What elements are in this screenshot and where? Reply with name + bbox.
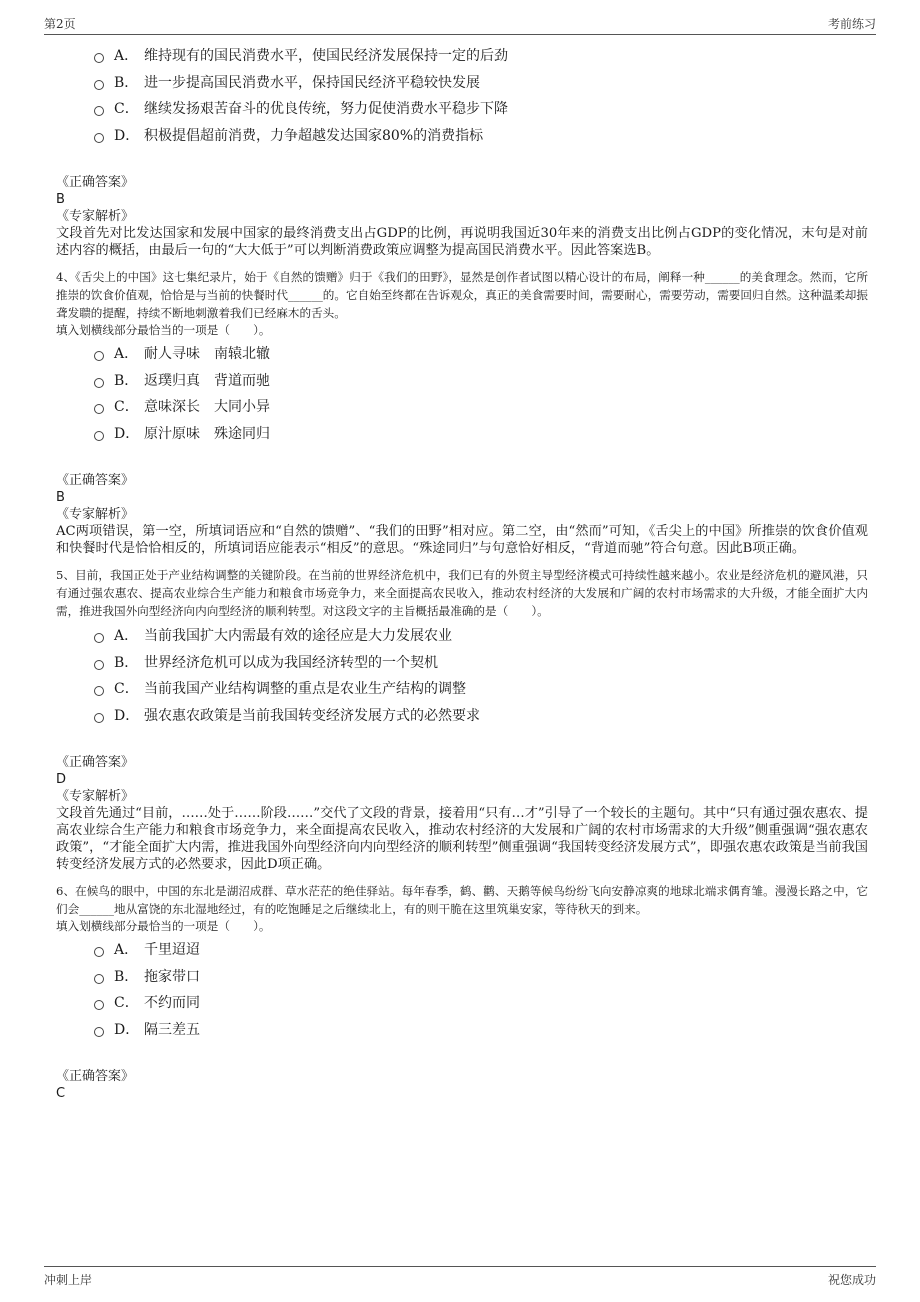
q4-stem: 4、《舌尖上的中国》这七集纪录片，始于《自然的馈赠》归于《我们的田野》，显然是创作者试图以精心设计的布局，阐释一种______的美食理念。然而，它所推崇的饮食价值观，恰恰是与当前的快餐时代______的。它自始至终都在告诉观众，真正的美食需要时间，需要耐心，需要劳动，需要回归自然。这种温柔却振聋发聩的提醒，持续不断地刺激着我们已经麻木的舌头。	[56, 270, 868, 320]
q3-options	[94, 42, 868, 148]
q6-option-b[interactable]: B． 拖家带口	[94, 963, 868, 990]
option-text: 当前我国扩大内需最有效的途径应是大力发展农业	[144, 628, 452, 645]
option-text: 积极提倡超前消费，力争超越发达国家80%的消费指标	[144, 127, 484, 144]
radio-icon[interactable]	[94, 974, 104, 984]
q5-answer: D	[56, 772, 67, 787]
q4-option-c[interactable]: C． 意味深长 大同小异	[94, 393, 868, 420]
analysis-label: 《专家解析》	[56, 789, 135, 804]
option-text: 当前我国产业结构调整的重点是农业生产结构的调整	[144, 681, 466, 698]
radio-icon[interactable]	[94, 404, 104, 414]
q6-stem: 6、在候鸟的眼中，中国的东北是湖沼成群、草水茫茫的绝佳驿站。每年春季，鹤、鹳、天鹅等候鸟纷纷飞向安静凉爽的地球北端求偶育雏。漫漫长路之中，它们会______地从富饶的东北湿地经过，有的吃饱睡足之后继续北上，有的则干脆在这里筑巢安家，等待秋天的到来。	[56, 884, 868, 916]
radio-icon[interactable]	[94, 947, 104, 957]
footer-left: 冲刺上岸	[44, 1273, 93, 1287]
q6-option-d[interactable]: D． 隔三差五	[94, 1016, 868, 1043]
option-text: 不约而同	[144, 995, 200, 1012]
q5-option-c[interactable]: C． 当前我国产业结构调整的重点是农业生产结构的调整	[94, 675, 868, 702]
radio-icon[interactable]	[94, 106, 104, 116]
radio-icon[interactable]	[94, 713, 104, 723]
option-text: 继续发扬艰苦奋斗的优良传统，努力促使消费水平稳步下降	[144, 101, 508, 118]
option-text: 维持现有的国民消费水平，使国民经济发展保持一定的后劲	[144, 48, 508, 65]
q5-option-b[interactable]: B． 世界经济危机可以成为我国经济转型的一个契机	[94, 649, 868, 676]
radio-icon[interactable]	[94, 351, 104, 361]
option-text: 原汁原味 殊途同归	[144, 425, 270, 442]
q4-option-b[interactable]: B． 返璞归真 背道而驰	[94, 367, 868, 394]
radio-icon[interactable]	[94, 660, 104, 670]
q4-answer: B	[56, 490, 65, 505]
q4-instruction: 填入划横线部分最恰当的一项是（ ）。	[56, 323, 271, 337]
radio-icon[interactable]	[94, 431, 104, 441]
answer-label: 《正确答案》	[56, 1069, 135, 1084]
q3-option-d[interactable]: D． 积极提倡超前消费，力争超越发达国家80%的消费指标	[94, 122, 868, 149]
analysis-label: 《专家解析》	[56, 507, 135, 522]
q3-analysis: 文段首先对比发达国家和发展中国家的最终消费支出占GDP的比例，再说明我国近30年来的消费支出比例占GDP的变化情况，末句是对前述内容的概括，由最后一句的“大大低于”可以判断消费政策应调整为提高国民消费水平。因此答案选B。	[56, 226, 868, 258]
q6-option-c[interactable]: C． 不约而同	[94, 989, 868, 1016]
radio-icon[interactable]	[94, 1027, 104, 1037]
option-text: 意味深长 大同小异	[144, 399, 270, 416]
option-text: 千里迢迢	[144, 942, 200, 959]
q5-option-d[interactable]: D． 强农惠农政策是当前我国转变经济发展方式的必然要求	[94, 702, 868, 729]
radio-icon[interactable]	[94, 633, 104, 643]
q5-option-a[interactable]: A． 当前我国扩大内需最有效的途径应是大力发展农业	[94, 622, 868, 649]
option-text: 耐人寻味 南辕北辙	[144, 346, 270, 363]
q4-option-d[interactable]: D． 原汁原味 殊途同归	[94, 420, 868, 447]
q3-option-c[interactable]: C． 继续发扬艰苦奋斗的优良传统，努力促使消费水平稳步下降	[94, 95, 868, 122]
q6-answer: C	[56, 1086, 66, 1101]
answer-label: 《正确答案》	[56, 175, 135, 190]
q6-option-a[interactable]: A． 千里迢迢	[94, 936, 868, 963]
q3-option-a[interactable]: A． 维持现有的国民消费水平，使国民经济发展保持一定的后劲	[94, 42, 868, 69]
q6-options	[94, 936, 868, 1042]
page-footer	[44, 1266, 876, 1291]
page-header	[44, 12, 876, 35]
analysis-label: 《专家解析》	[56, 209, 135, 224]
radio-icon[interactable]	[94, 686, 104, 696]
option-text: 世界经济危机可以成为我国经济转型的一个契机	[144, 654, 438, 671]
document-body	[56, 42, 868, 1102]
q4-options	[94, 340, 868, 446]
footer-right: 祝您成功	[827, 1273, 876, 1287]
q4-option-a[interactable]: A． 耐人寻味 南辕北辙	[94, 340, 868, 367]
radio-icon[interactable]	[94, 133, 104, 143]
q5-options	[94, 622, 868, 728]
option-text: 拖家带口	[144, 968, 200, 985]
q6-instruction: 填入划横线部分最恰当的一项是（ ）。	[56, 919, 271, 933]
answer-label: 《正确答案》	[56, 473, 135, 488]
q4-analysis: AC两项错误，第一空，所填词语应和“自然的馈赠”、“我们的田野”相对应。第二空，由“然而”可知，《舌尖上的中国》所推崇的饮食价值观和快餐时代是恰恰相反的，所填词语应能表示“相反”的意思。“殊途同归”与句意恰好相反，“背道而驰”符合句意。因此B项正确。	[56, 524, 868, 556]
radio-icon[interactable]	[94, 1000, 104, 1010]
header-title: 考前练习	[827, 17, 876, 31]
q3-option-b[interactable]: B． 进一步提高国民消费水平，保持国民经济平稳较快发展	[94, 69, 868, 96]
option-text: 返璞归真 背道而驰	[144, 372, 270, 389]
q5-stem: 5、目前，我国正处于产业结构调整的关键阶段。在当前的世界经济危机中，我们已有的外贸主导型经济模式可持续性越来越小。农业是经济危机的避风港，只有通过强农惠农、提高农业综合生产能力和粮食市场竞争力，来全面提高农民收入，推动农村经济的大发展和广阔的农村市场需求的大升级，才能全面扩大内需，推进我国外向型经济向内向型经济的顺利转型。对这段文字的主旨概括最准确的是（ ）。	[56, 568, 868, 618]
option-text: 隔三差五	[144, 1021, 200, 1038]
option-text: 强农惠农政策是当前我国转变经济发展方式的必然要求	[144, 707, 480, 724]
radio-icon[interactable]	[94, 53, 104, 63]
option-text: 进一步提高国民消费水平，保持国民经济平稳较快发展	[144, 74, 480, 91]
q5-analysis: 文段首先通过“目前，……处于……阶段……”交代了文段的背景，接着用“只有…才”引导了一个较长的主题句。其中“只有通过强农惠农、提高农业综合生产能力和粮食市场竞争力，来全面提高农民收入，推动农村经济的大发展和广阔的农村市场需求的大升级”侧重强调“强农惠农政策”，“才能全面扩大内需，推进我国外向型经济向内向型经济的顺利转型”侧重强调“我国转变经济发展方式”，即强农惠农政策是当前我国转变经济发展方式的必然要求，因此D项正确。	[56, 806, 868, 872]
radio-icon[interactable]	[94, 80, 104, 90]
radio-icon[interactable]	[94, 378, 104, 388]
q3-answer: B	[56, 192, 65, 207]
answer-label: 《正确答案》	[56, 755, 135, 770]
page-number: 第2页	[44, 17, 76, 31]
